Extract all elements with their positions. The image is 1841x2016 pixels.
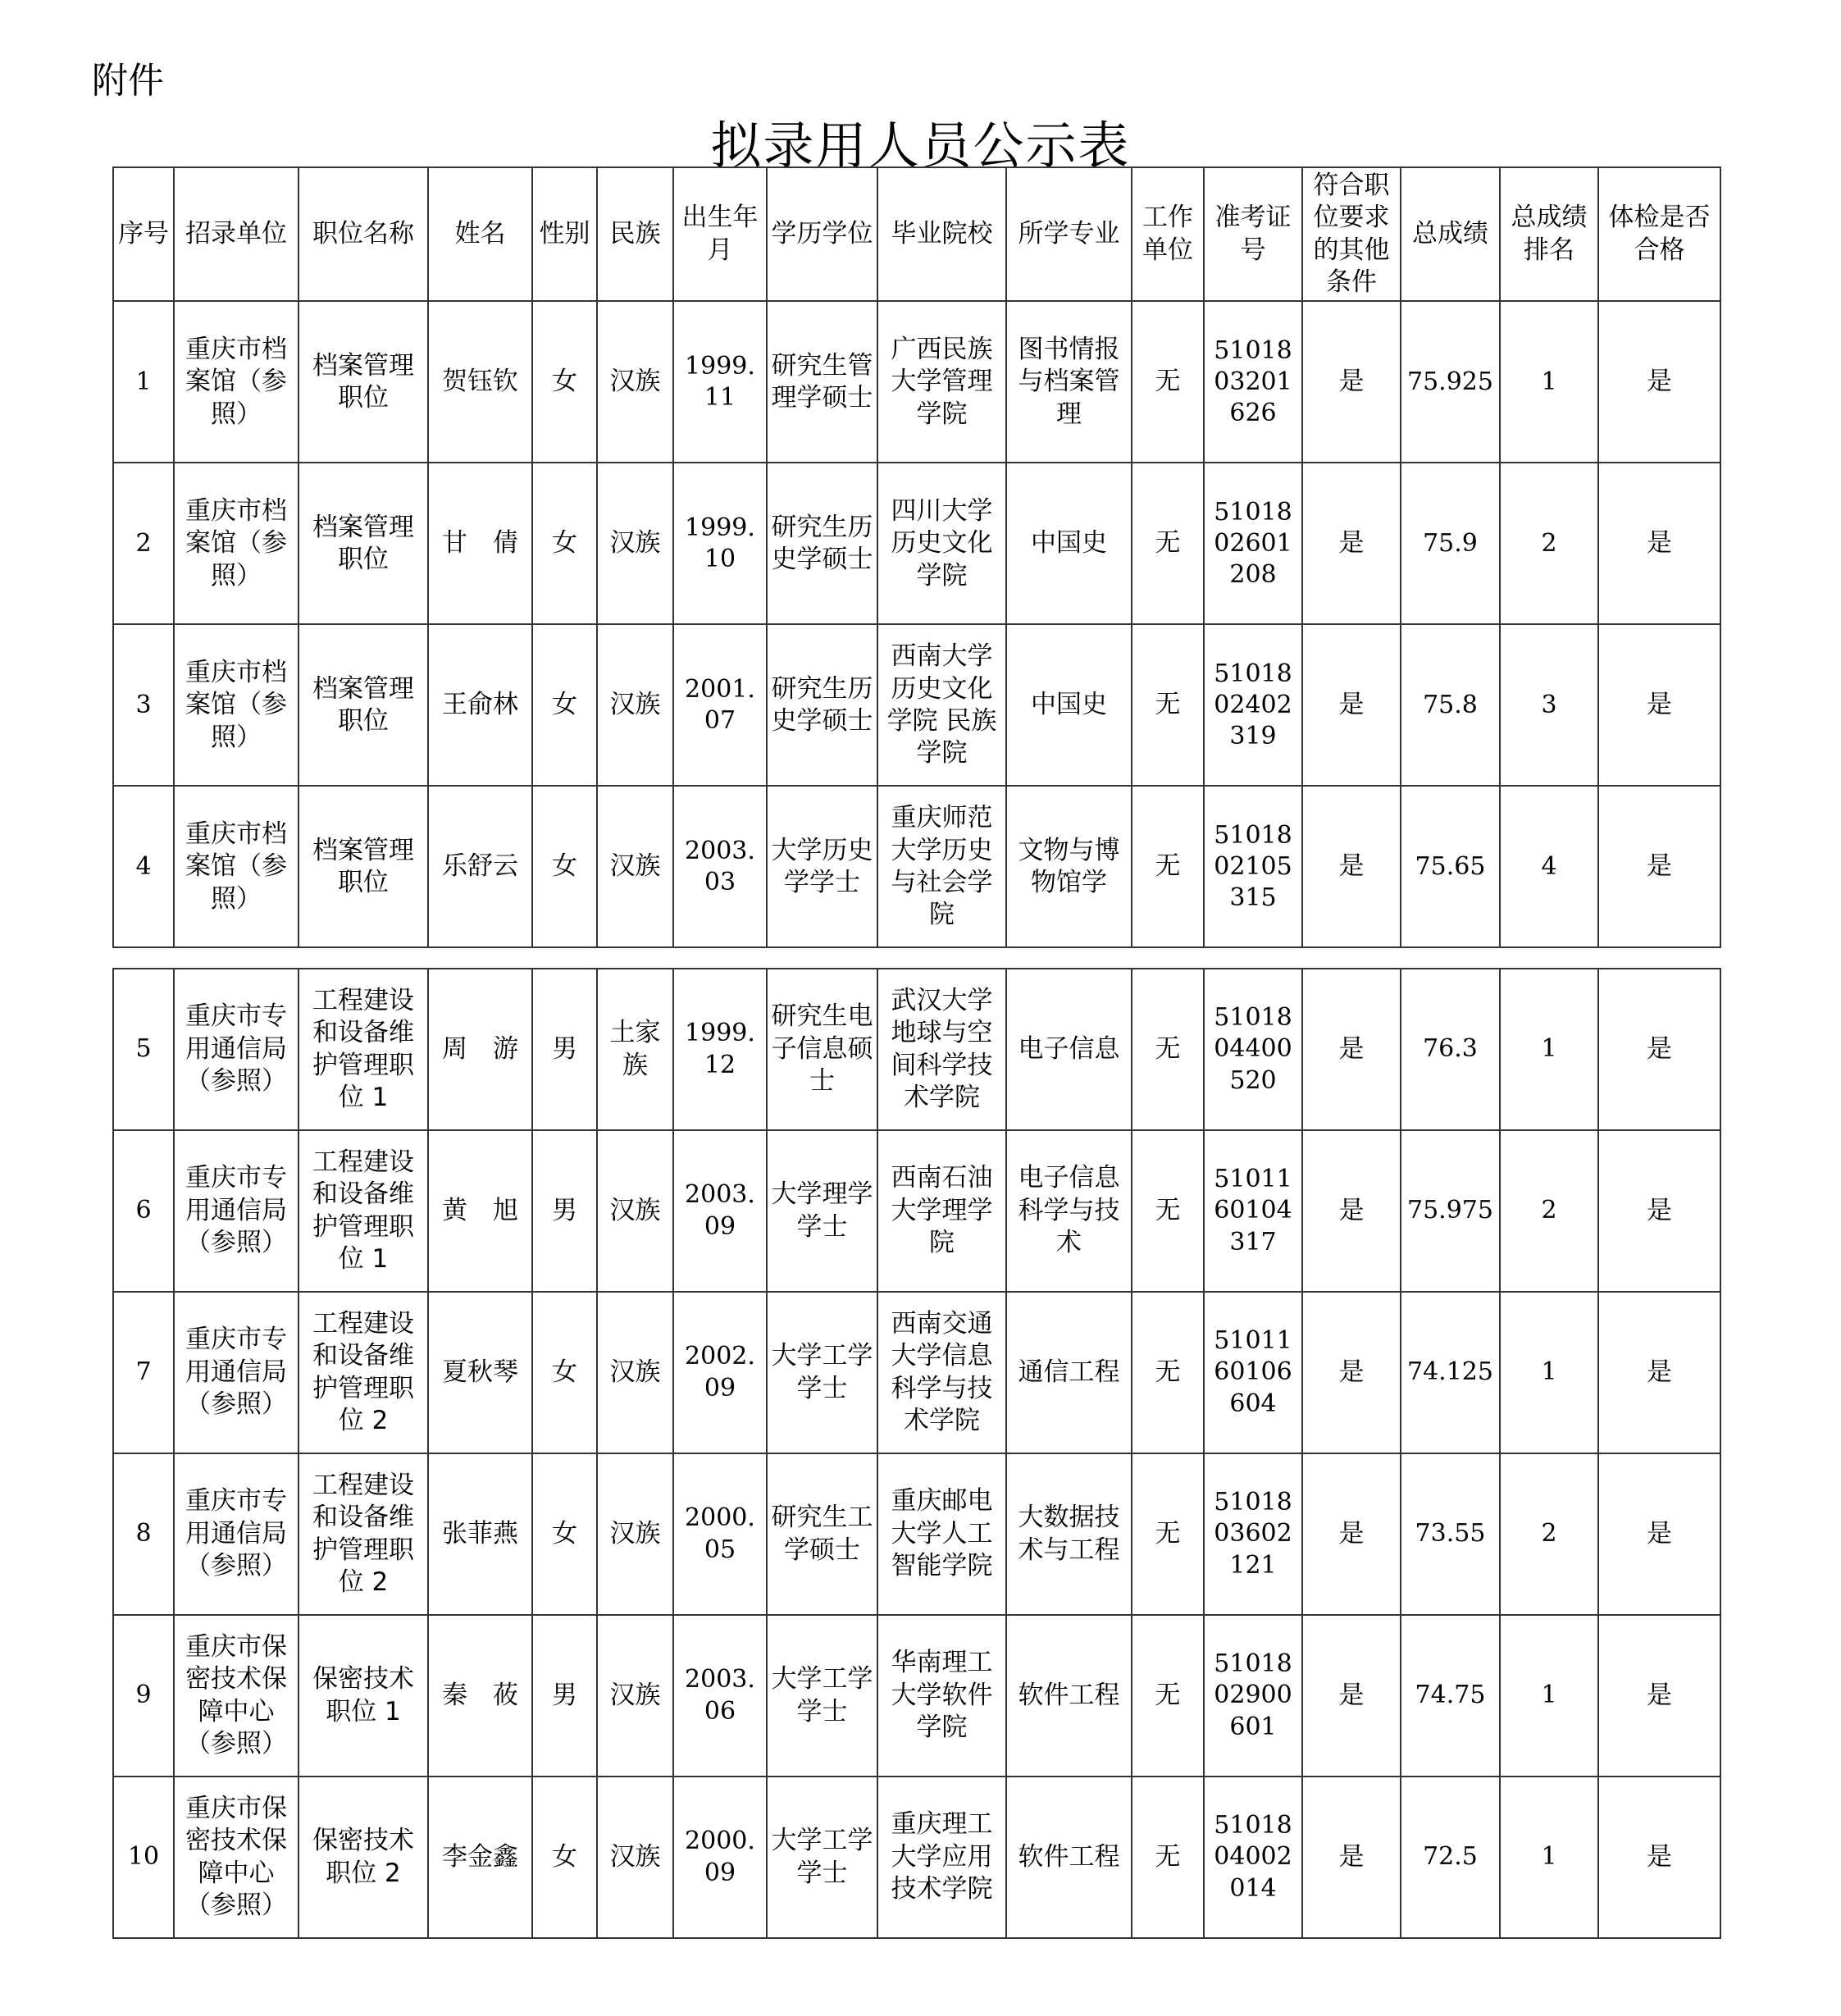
table-cell: 51011 60104 317	[1204, 1130, 1302, 1292]
table-cell: 2	[1500, 1130, 1598, 1292]
table-cell: 无	[1132, 1292, 1204, 1453]
table-cell: 1	[113, 301, 174, 463]
table-cell: 大学工学学士	[767, 1777, 877, 1938]
table-cell: 重庆市专用通信局（参照）	[174, 1453, 298, 1615]
table-cell: 文物与博物馆学	[1006, 786, 1132, 947]
table-cell: 华南理工大学软件学院	[877, 1615, 1006, 1777]
table-cell: 6	[113, 1130, 174, 1292]
table-cell: 甘 倩	[428, 463, 532, 624]
page-title: 拟录用人员公示表	[710, 116, 1131, 176]
table-cell: 重庆市档案馆（参照）	[174, 463, 298, 624]
table-cell: 是	[1598, 1130, 1720, 1292]
header-cell: 职位名称	[298, 167, 428, 301]
table-cell: 重庆理工大学应用技术学院	[877, 1777, 1006, 1938]
table-cell: 3	[1500, 624, 1598, 786]
table-cell: 75.925	[1401, 301, 1500, 463]
table-row	[113, 1130, 1720, 1292]
attachment-label: 附件	[92, 60, 164, 102]
table-cell: 电子信息科学与技术	[1006, 1130, 1132, 1292]
table-cell: 51018 02402 319	[1204, 624, 1302, 786]
table-cell: 重庆市档案馆（参照）	[174, 786, 298, 947]
table-cell: 无	[1132, 624, 1204, 786]
table-cell: 重庆市保密技术保障中心（参照）	[174, 1615, 298, 1777]
table-cell: 1999.10	[673, 463, 767, 624]
table-cell: 男	[532, 1130, 597, 1292]
table-row	[113, 301, 1720, 463]
header-cell: 总成绩	[1401, 167, 1500, 301]
table-cell: 3	[113, 624, 174, 786]
table-cell: 重庆市专用通信局（参照）	[174, 1130, 298, 1292]
header-cell: 招录单位	[174, 167, 298, 301]
table-cell: 是	[1302, 969, 1401, 1130]
table-cell: 2003.06	[673, 1615, 767, 1777]
table-cell: 女	[532, 624, 597, 786]
table-cell: 1999.11	[673, 301, 767, 463]
table-cell: 76.3	[1401, 969, 1500, 1130]
table-cell: 8	[113, 1453, 174, 1615]
table-cell: 女	[532, 1777, 597, 1938]
table-cell: 是	[1598, 1615, 1720, 1777]
table-cell: 软件工程	[1006, 1777, 1132, 1938]
table-cell: 75.975	[1401, 1130, 1500, 1292]
table-cell: 51018 04400 520	[1204, 969, 1302, 1130]
table-cell: 中国史	[1006, 463, 1132, 624]
table-row	[113, 786, 1720, 947]
table-row	[113, 1615, 1720, 1777]
table-cell: 秦 莜	[428, 1615, 532, 1777]
table-cell: 4	[113, 786, 174, 947]
table-cell: 1	[1500, 1777, 1598, 1938]
table-cell: 男	[532, 969, 597, 1130]
table-cell: 10	[113, 1777, 174, 1938]
table-row	[113, 1453, 1720, 1615]
header-cell: 序号	[113, 167, 174, 301]
table-cell: 51018 02601 208	[1204, 463, 1302, 624]
table-cell: 四川大学历史文化学院	[877, 463, 1006, 624]
table-cell: 重庆市专用通信局（参照）	[174, 969, 298, 1130]
table-cell: 贺钰钦	[428, 301, 532, 463]
table-cell: 1999.12	[673, 969, 767, 1130]
header-cell: 出生年月	[673, 167, 767, 301]
table-cell: 研究生历史学硕士	[767, 624, 877, 786]
table-cell: 西南大学历史文化学院 民族学院	[877, 624, 1006, 786]
table-cell: 2000.05	[673, 1453, 767, 1615]
table-cell: 工程建设和设备维护管理职位 1	[298, 969, 428, 1130]
table-cell: 75.8	[1401, 624, 1500, 786]
table-cell: 大数据技术与工程	[1006, 1453, 1132, 1615]
table-cell: 工程建设和设备维护管理职位 2	[298, 1292, 428, 1453]
table-cell: 档案管理职位	[298, 786, 428, 947]
table-cell: 74.75	[1401, 1615, 1500, 1777]
table-cell: 51018 03201 626	[1204, 301, 1302, 463]
table-cell: 研究生电子信息硕士	[767, 969, 877, 1130]
table-cell: 74.125	[1401, 1292, 1500, 1453]
table-cell: 无	[1132, 301, 1204, 463]
table-cell: 无	[1132, 1453, 1204, 1615]
header-cell: 民族	[597, 167, 673, 301]
table-cell: 是	[1598, 969, 1720, 1130]
table-cell: 9	[113, 1615, 174, 1777]
table-cell: 重庆市档案馆（参照）	[174, 301, 298, 463]
table-cell: 电子信息	[1006, 969, 1132, 1130]
header-cell: 工作单位	[1132, 167, 1204, 301]
table-cell: 女	[532, 301, 597, 463]
table-cell: 2000.09	[673, 1777, 767, 1938]
header-cell: 符合职位要求的其他条件	[1302, 167, 1401, 301]
table-cell: 汉族	[597, 1453, 673, 1615]
table-cell: 75.9	[1401, 463, 1500, 624]
table-cell: 2	[1500, 463, 1598, 624]
table-cell: 51018 02900 601	[1204, 1615, 1302, 1777]
table-cell: 女	[532, 786, 597, 947]
table-cell: 无	[1132, 1615, 1204, 1777]
table-cell: 档案管理职位	[298, 301, 428, 463]
table-cell: 是	[1598, 786, 1720, 947]
candidate-table-part2	[112, 968, 1721, 1939]
table-cell: 通信工程	[1006, 1292, 1132, 1453]
table-cell: 2001.07	[673, 624, 767, 786]
table-cell: 是	[1598, 1453, 1720, 1615]
table-cell: 汉族	[597, 786, 673, 947]
table-cell: 重庆市保密技术保障中心（参照）	[174, 1777, 298, 1938]
table-cell: 1	[1500, 301, 1598, 463]
table-cell: 51018 04002 014	[1204, 1777, 1302, 1938]
table-cell: 无	[1132, 1130, 1204, 1292]
table-cell: 王俞林	[428, 624, 532, 786]
table-cell: 女	[532, 463, 597, 624]
table-cell: 中国史	[1006, 624, 1132, 786]
table-cell: 1	[1500, 1615, 1598, 1777]
table-cell: 是	[1302, 1615, 1401, 1777]
table-cell: 73.55	[1401, 1453, 1500, 1615]
table-cell: 档案管理职位	[298, 624, 428, 786]
table-cell: 汉族	[597, 463, 673, 624]
table-cell: 保密技术职位 2	[298, 1777, 428, 1938]
table-cell: 研究生管理学硕士	[767, 301, 877, 463]
table-cell: 工程建设和设备维护管理职位 2	[298, 1453, 428, 1615]
header-cell: 总成绩排名	[1500, 167, 1598, 301]
table-cell: 51011 60106 604	[1204, 1292, 1302, 1453]
table-cell: 重庆邮电大学人工智能学院	[877, 1453, 1006, 1615]
table-cell: 是	[1598, 1292, 1720, 1453]
header-cell: 所学专业	[1006, 167, 1132, 301]
table-cell: 2	[1500, 1453, 1598, 1615]
table-cell: 1	[1500, 969, 1598, 1130]
table-cell: 5	[113, 969, 174, 1130]
table-cell: 重庆师范大学历史与社会学院	[877, 786, 1006, 947]
table-cell: 汉族	[597, 1292, 673, 1453]
table-cell: 7	[113, 1292, 174, 1453]
table-cell: 无	[1132, 969, 1204, 1130]
candidate-table-part1	[112, 166, 1721, 948]
table-cell: 是	[1598, 463, 1720, 624]
table-cell: 无	[1132, 786, 1204, 947]
table-cell: 51018 03602 121	[1204, 1453, 1302, 1615]
table-row	[113, 1777, 1720, 1938]
header-row	[113, 167, 1720, 301]
table-cell: 是	[1302, 1453, 1401, 1615]
table-cell: 1	[1500, 1292, 1598, 1453]
table-cell: 黄 旭	[428, 1130, 532, 1292]
table-cell: 汉族	[597, 301, 673, 463]
table-cell: 重庆市档案馆（参照）	[174, 624, 298, 786]
table-cell: 乐舒云	[428, 786, 532, 947]
table-cell: 汉族	[597, 1615, 673, 1777]
table-cell: 汉族	[597, 624, 673, 786]
table-cell: 西南石油大学理学院	[877, 1130, 1006, 1292]
table-cell: 李金鑫	[428, 1777, 532, 1938]
header-cell: 性别	[532, 167, 597, 301]
header-cell: 毕业院校	[877, 167, 1006, 301]
table-cell: 75.65	[1401, 786, 1500, 947]
table-cell: 张菲燕	[428, 1453, 532, 1615]
table-cell: 是	[1302, 1777, 1401, 1938]
table-cell: 图书情报与档案管理	[1006, 301, 1132, 463]
table-cell: 西南交通大学信息科学与技术学院	[877, 1292, 1006, 1453]
table-row	[113, 624, 1720, 786]
table-cell: 51018 02105 315	[1204, 786, 1302, 947]
table-row	[113, 463, 1720, 624]
table-cell: 女	[532, 1292, 597, 1453]
table-cell: 大学工学学士	[767, 1292, 877, 1453]
table-cell: 重庆市专用通信局（参照）	[174, 1292, 298, 1453]
table-cell: 2002.09	[673, 1292, 767, 1453]
table-cell: 是	[1598, 1777, 1720, 1938]
table-cell: 软件工程	[1006, 1615, 1132, 1777]
table-cell: 大学理学学士	[767, 1130, 877, 1292]
table-cell: 研究生工学硕士	[767, 1453, 877, 1615]
table-cell: 2003.09	[673, 1130, 767, 1292]
table-cell: 无	[1132, 463, 1204, 624]
table-cell: 大学历史学学士	[767, 786, 877, 947]
header-cell: 体检是否合格	[1598, 167, 1720, 301]
table-cell: 大学工学学士	[767, 1615, 877, 1777]
table-cell: 土家族	[597, 969, 673, 1130]
table-row	[113, 969, 1720, 1130]
table-cell: 武汉大学地球与空间科学技术学院	[877, 969, 1006, 1130]
table-cell: 汉族	[597, 1777, 673, 1938]
header-cell: 姓名	[428, 167, 532, 301]
table-cell: 是	[1598, 301, 1720, 463]
table-cell: 72.5	[1401, 1777, 1500, 1938]
table-cell: 女	[532, 1453, 597, 1615]
table-cell: 是	[1302, 624, 1401, 786]
table-cell: 档案管理职位	[298, 463, 428, 624]
table-cell: 是	[1302, 463, 1401, 624]
table-cell: 研究生历史学硕士	[767, 463, 877, 624]
table-cell: 2003.03	[673, 786, 767, 947]
table-cell: 无	[1132, 1777, 1204, 1938]
table-cell: 保密技术职位 1	[298, 1615, 428, 1777]
table-cell: 男	[532, 1615, 597, 1777]
table-cell: 2	[113, 463, 174, 624]
table-cell: 广西民族大学管理学院	[877, 301, 1006, 463]
table-cell: 工程建设和设备维护管理职位 1	[298, 1130, 428, 1292]
table-cell: 是	[1302, 786, 1401, 947]
table-cell: 汉族	[597, 1130, 673, 1292]
table-row	[113, 1292, 1720, 1453]
table-cell: 是	[1302, 301, 1401, 463]
header-cell: 准考证号	[1204, 167, 1302, 301]
table-cell: 是	[1598, 624, 1720, 786]
table-cell: 是	[1302, 1130, 1401, 1292]
table-cell: 4	[1500, 786, 1598, 947]
table-cell: 周 游	[428, 969, 532, 1130]
table-cell: 是	[1302, 1292, 1401, 1453]
header-cell: 学历学位	[767, 167, 877, 301]
table-cell: 夏秋琴	[428, 1292, 532, 1453]
